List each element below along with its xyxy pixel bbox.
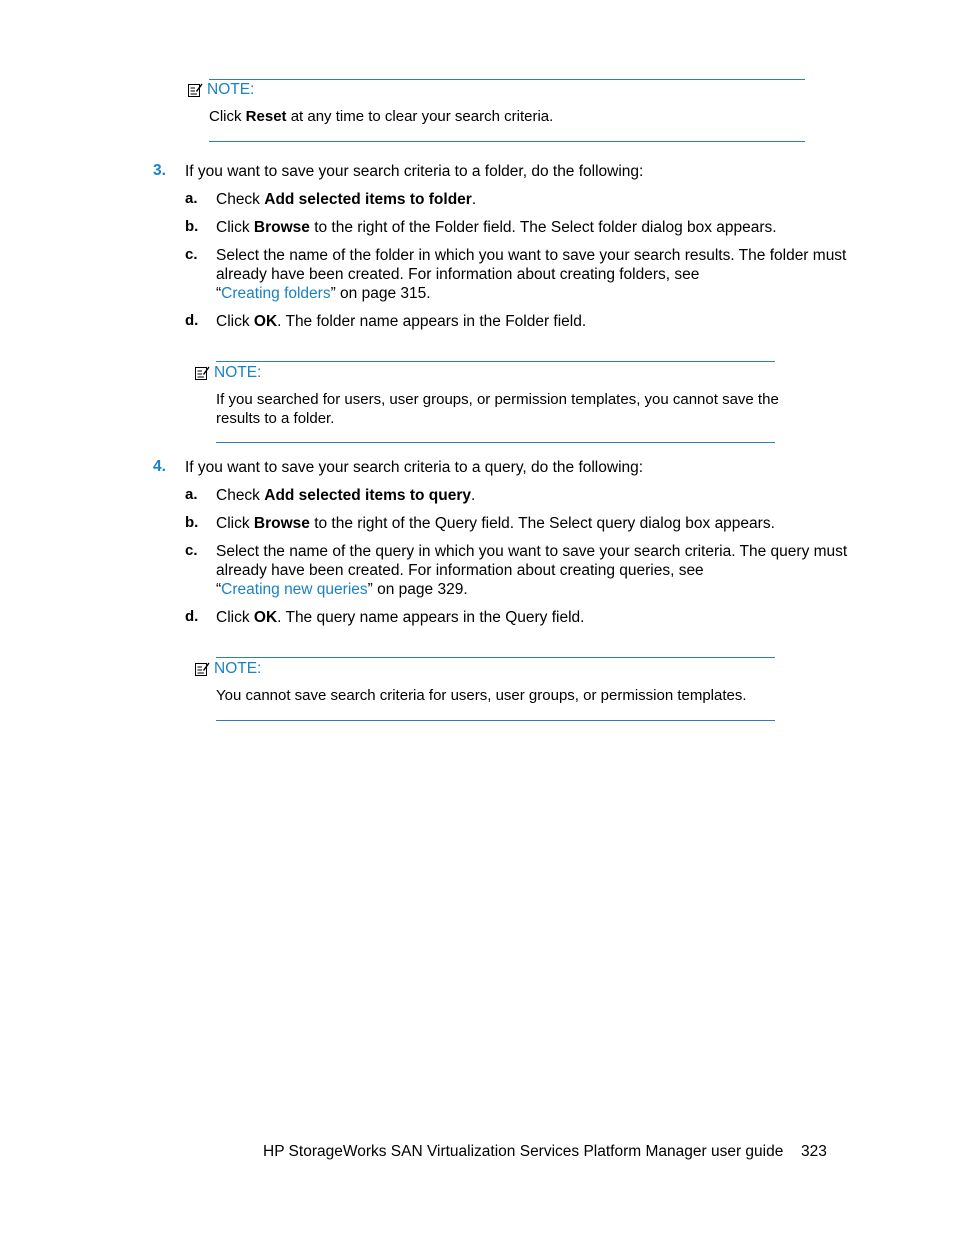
link-creating-new-queries[interactable]: Creating new queries xyxy=(221,581,368,598)
substep-line: Select the name of the query in which you want to save your search criteria. The query must xyxy=(216,543,848,560)
substep-pre: Click xyxy=(216,515,254,532)
note-text-post: at any time to clear your search criteria. xyxy=(286,108,554,125)
substep-post: . xyxy=(471,191,477,208)
note-label: NOTE: xyxy=(207,81,255,98)
substep-letter: b. xyxy=(185,218,199,235)
substep-line xyxy=(216,284,836,303)
link-creating-folders[interactable]: Creating folders xyxy=(221,285,331,302)
note-line: results to a folder. xyxy=(216,410,335,427)
substep-pre: Check xyxy=(216,487,265,504)
substep-pre: Check xyxy=(216,191,265,208)
step-number: 3. xyxy=(153,162,166,179)
substep-post: ” on page 315. xyxy=(330,285,431,302)
substep-post: . The query name appears in the Query field. xyxy=(277,609,585,626)
step-intro: If you want to save your search criteria to a query, do the following: xyxy=(185,459,644,476)
quote-mark: “ xyxy=(216,285,222,302)
substep-bold: Browse xyxy=(253,515,310,532)
substep-line: Select the name of the folder in which you want to save your search results. The folder must xyxy=(216,247,847,264)
note-pencil-icon xyxy=(187,82,203,98)
step-intro: If you want to save your search criteria to a folder, do the following: xyxy=(185,163,644,180)
note-header xyxy=(194,660,261,678)
substep-letter: d. xyxy=(185,312,199,329)
note-header xyxy=(187,81,254,99)
substep-bold: Add selected items to query xyxy=(264,487,471,504)
substep-letter: c. xyxy=(185,246,198,263)
substep-bold: OK xyxy=(253,313,278,330)
note-header xyxy=(194,364,261,382)
substep-text xyxy=(216,514,775,533)
note-text: You cannot save search criteria for users, user groups, or permission templates. xyxy=(216,687,747,704)
substep-letter: a. xyxy=(185,486,198,503)
quote-mark: “ xyxy=(216,581,222,598)
note-label: NOTE: xyxy=(214,660,262,677)
substep-post: . xyxy=(470,487,476,504)
substep-line xyxy=(216,580,836,599)
substep-text xyxy=(216,486,475,505)
footer-title: HP StorageWorks SAN Virtualization Services Platform Manager user guide xyxy=(263,1143,784,1160)
substep-post: to the right of the Query field. The Select query dialog box appears. xyxy=(309,515,775,532)
substep-line: already have been created. For information about creating folders, see xyxy=(216,266,700,283)
step-number: 4. xyxy=(153,458,166,475)
substep-bold: OK xyxy=(253,609,278,626)
substep-bold: Add selected items to folder xyxy=(264,191,472,208)
substep-text xyxy=(216,246,847,303)
substep-pre: Click xyxy=(216,609,254,626)
substep-letter: c. xyxy=(185,542,198,559)
note-text-pre: Click xyxy=(209,108,246,125)
substep-text xyxy=(216,218,777,237)
substep-post: to the right of the Folder field. The Select folder dialog box appears. xyxy=(309,219,777,236)
note-text-bold: Reset xyxy=(245,108,287,125)
note-pencil-icon xyxy=(194,365,210,381)
note-line: If you searched for users, user groups, or permission templates, you cannot save the xyxy=(216,391,779,408)
note-label: NOTE: xyxy=(214,364,262,381)
substep-pre: Click xyxy=(216,313,254,330)
substep-line: already have been created. For information about creating queries, see xyxy=(216,562,704,579)
substep-letter: a. xyxy=(185,190,198,207)
note-pencil-icon xyxy=(194,661,210,677)
substep-text xyxy=(216,542,848,599)
substep-text xyxy=(216,608,584,627)
substep-text xyxy=(216,312,586,331)
substep-letter: b. xyxy=(185,514,199,531)
substep-post: . The folder name appears in the Folder field. xyxy=(277,313,587,330)
substep-letter: d. xyxy=(185,608,199,625)
substep-text xyxy=(216,190,476,209)
substep-post: ” on page 329. xyxy=(367,581,468,598)
page-number: 323 xyxy=(801,1143,827,1160)
note-text xyxy=(209,107,553,126)
substep-pre: Click xyxy=(216,219,254,236)
note-text xyxy=(216,390,779,428)
substep-bold: Browse xyxy=(253,219,310,236)
